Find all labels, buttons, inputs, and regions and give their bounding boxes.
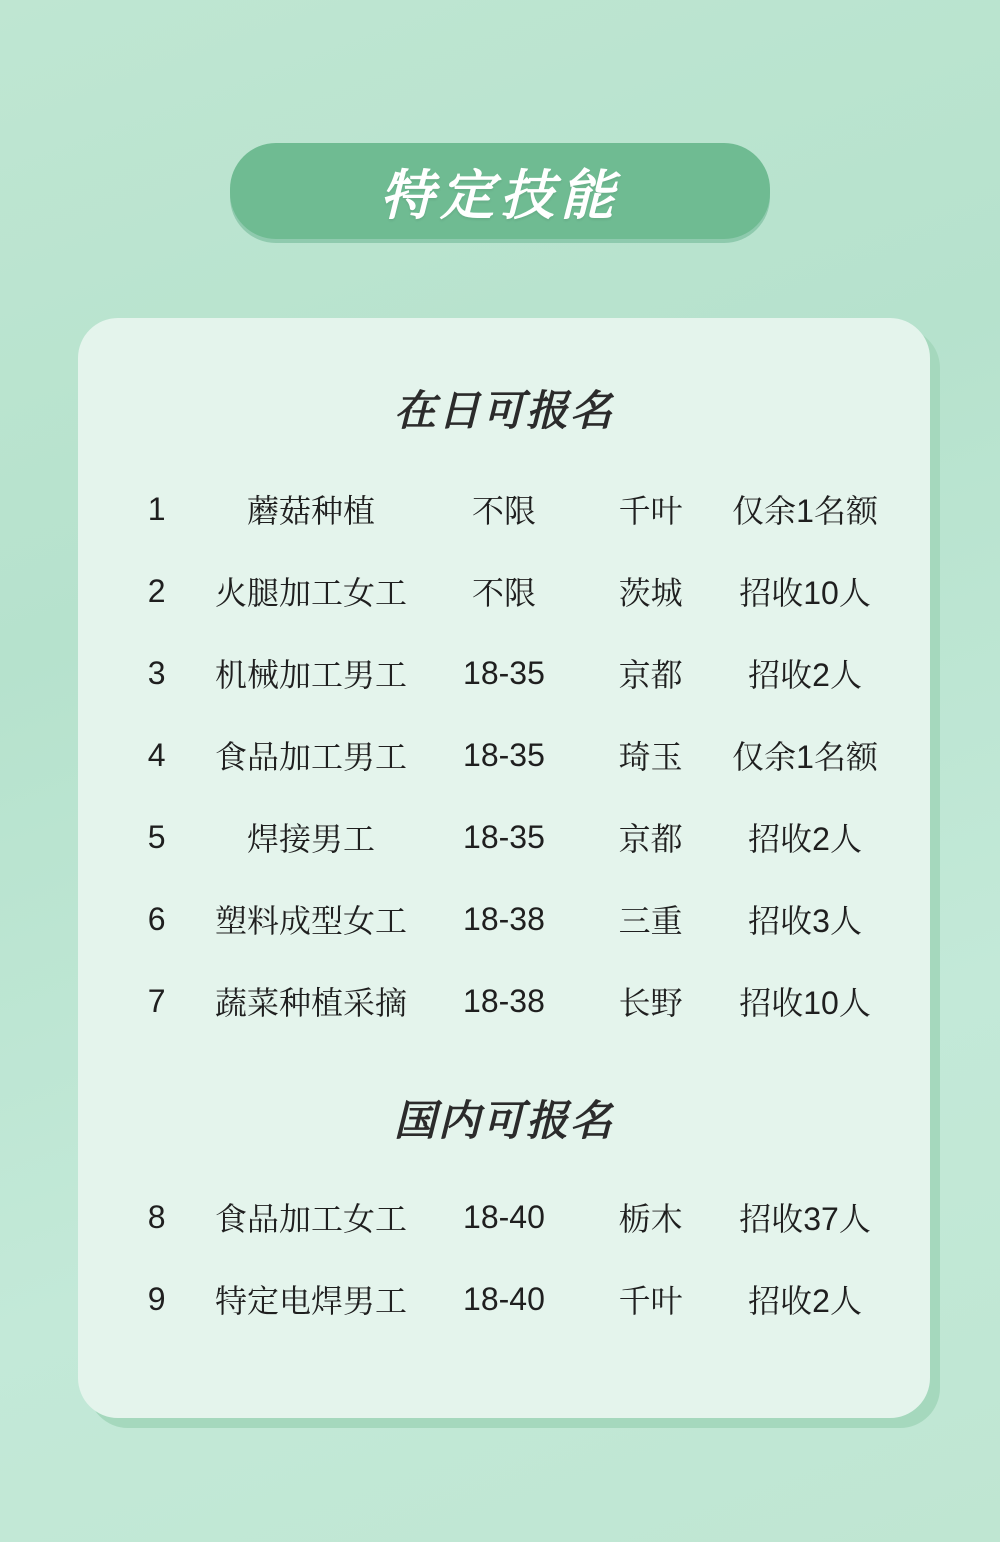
table-row — [118, 960, 890, 1042]
row-job: 机械加工男工 — [214, 657, 407, 693]
row-place: 栃木 — [618, 1201, 683, 1237]
page-title-banner — [0, 143, 1000, 239]
row-job: 火腿加工女工 — [214, 575, 407, 611]
row-quota: 招收37人 — [739, 1201, 871, 1237]
page-title: 特定技能 — [380, 165, 620, 226]
row-quota: 招收10人 — [739, 575, 871, 611]
row-job: 焊接男工 — [246, 821, 375, 857]
table-row — [118, 632, 890, 714]
row-job: 特定电焊男工 — [214, 1283, 407, 1319]
row-quota: 仅余1名额 — [732, 739, 878, 775]
table-row — [118, 878, 890, 960]
row-place: 长野 — [618, 985, 683, 1021]
row-number: 1 — [147, 490, 166, 527]
row-number: 2 — [147, 572, 166, 609]
section-title-abroad: 在日可报名 — [393, 387, 614, 434]
title-pill — [230, 143, 770, 239]
job-table-abroad — [118, 468, 890, 1042]
row-job: 蘑菇种植 — [246, 493, 375, 529]
job-table-domestic — [118, 1176, 890, 1340]
table-row — [118, 796, 890, 878]
row-number: 6 — [147, 900, 166, 937]
row-age: 18-35 — [463, 654, 545, 691]
row-quota: 招收3人 — [748, 903, 862, 939]
table-row — [118, 550, 890, 632]
row-number: 5 — [147, 818, 166, 855]
row-place: 京都 — [618, 821, 683, 857]
row-age: 18-40 — [463, 1280, 545, 1317]
row-place: 琦玉 — [618, 739, 683, 775]
row-place: 千叶 — [618, 493, 683, 529]
row-age: 18-38 — [463, 900, 545, 937]
row-place: 千叶 — [618, 1283, 683, 1319]
table-row — [118, 1176, 890, 1258]
row-quota: 招收2人 — [748, 821, 862, 857]
row-age: 18-40 — [463, 1198, 545, 1235]
table-row — [118, 1258, 890, 1340]
row-job: 蔬菜种植采摘 — [214, 985, 407, 1021]
row-quota: 招收2人 — [748, 1283, 862, 1319]
row-age: 18-38 — [463, 982, 545, 1019]
row-place: 京都 — [618, 657, 683, 693]
row-number: 3 — [147, 654, 166, 691]
row-job: 食品加工男工 — [214, 739, 407, 775]
row-age: 不限 — [471, 493, 536, 529]
row-place: 茨城 — [618, 575, 683, 611]
row-age: 不限 — [471, 575, 536, 611]
row-number: 7 — [147, 982, 166, 1019]
job-list-card — [78, 318, 930, 1418]
section-title-domestic: 国内可报名 — [393, 1097, 614, 1144]
row-number: 4 — [147, 736, 166, 773]
row-quota: 招收10人 — [739, 985, 871, 1021]
row-job: 食品加工女工 — [214, 1201, 407, 1237]
row-number: 8 — [147, 1198, 166, 1235]
row-number: 9 — [147, 1280, 166, 1317]
row-age: 18-35 — [463, 818, 545, 855]
table-row — [118, 714, 890, 796]
row-job: 塑料成型女工 — [214, 903, 407, 939]
row-quota: 仅余1名额 — [732, 493, 878, 529]
row-quota: 招收2人 — [748, 657, 862, 693]
row-age: 18-35 — [463, 736, 545, 773]
table-row — [118, 468, 890, 550]
row-place: 三重 — [618, 903, 683, 939]
